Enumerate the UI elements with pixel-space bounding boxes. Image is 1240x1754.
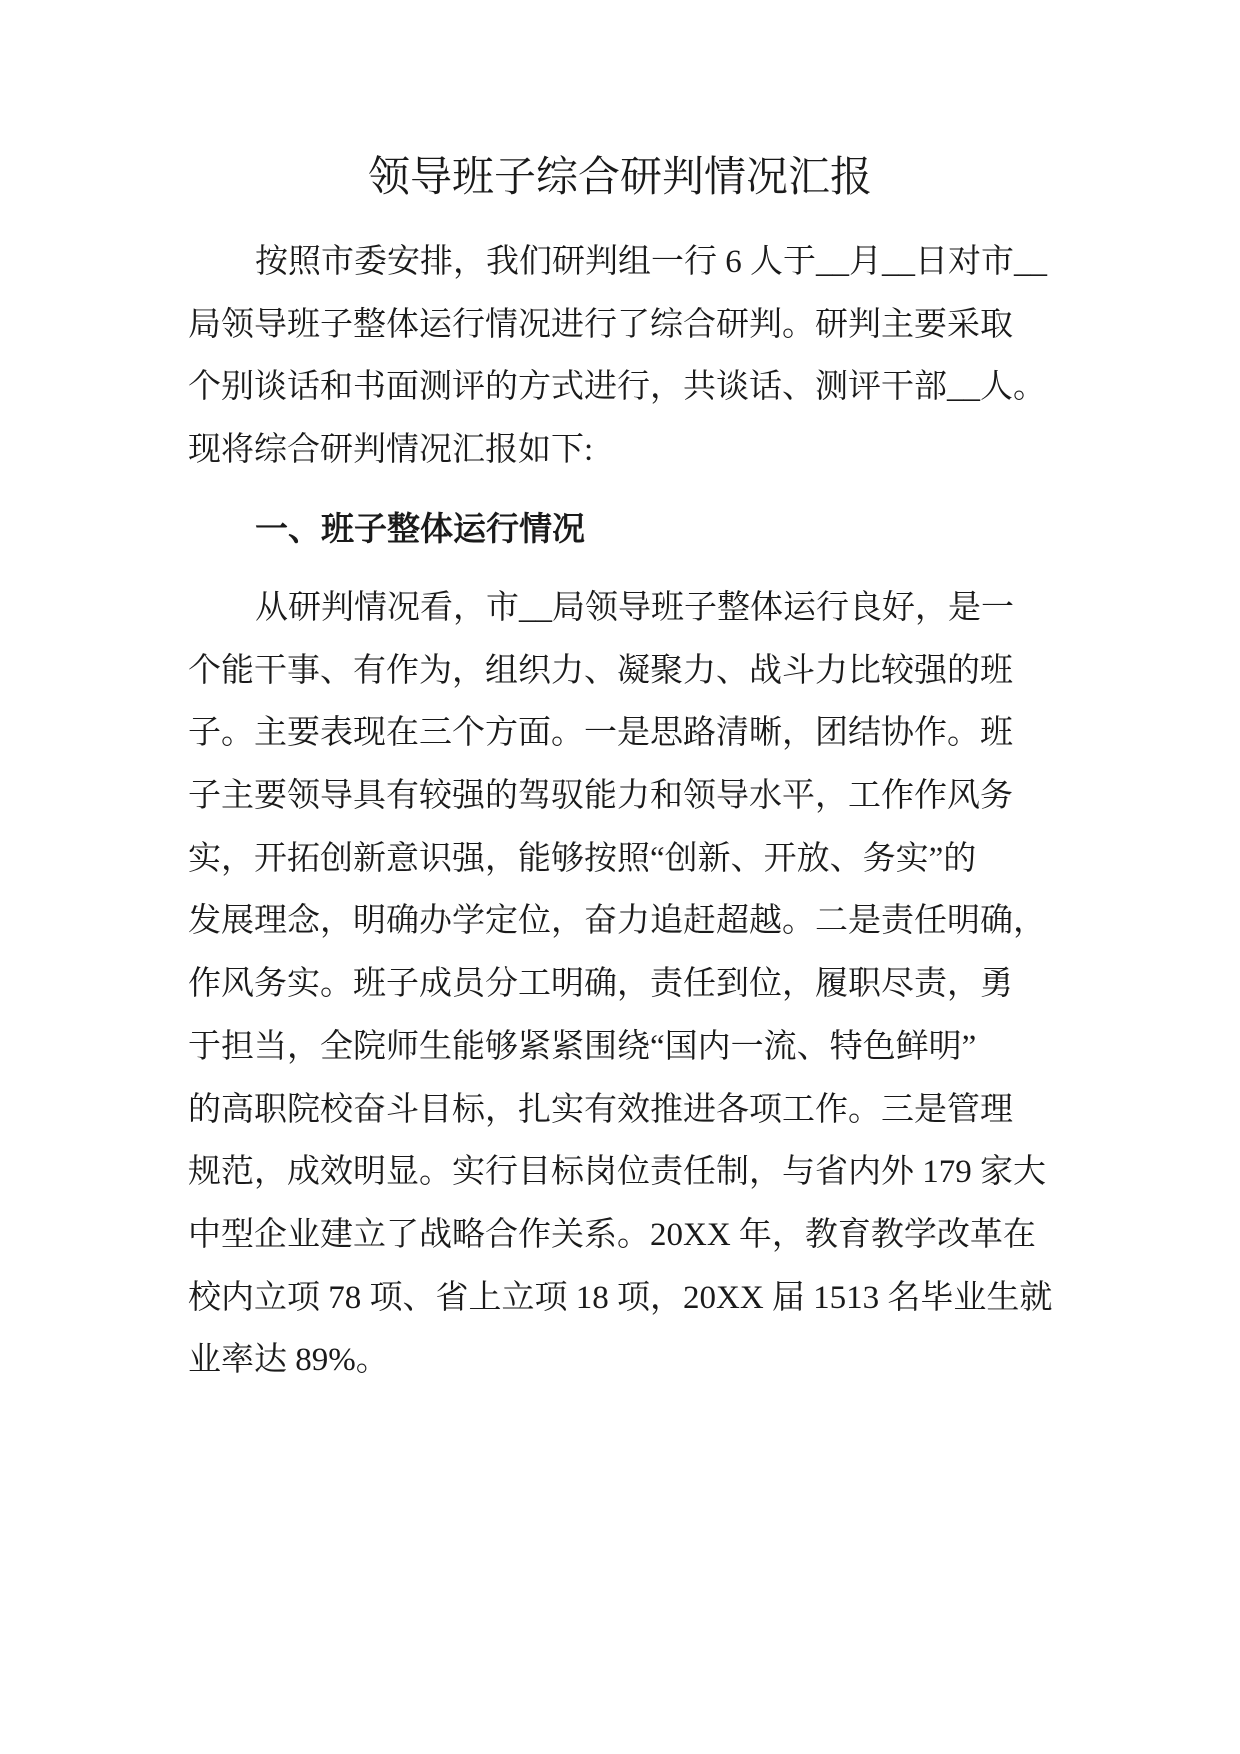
section-heading: 一、班子整体运行情况	[255, 512, 585, 548]
paragraph-line: 的高职院校奋斗目标，扎实有效推进各项工作。三是管理	[188, 1091, 1013, 1128]
paragraph-line: 发展理念，明确办学定位，奋力追赶超越。二是责任明确，	[188, 903, 1046, 940]
paragraph-line: 实，开拓创新意识强，能够按照“创新、开放、务实”的	[188, 840, 977, 877]
paragraph-overall-operation	[188, 577, 1088, 1392]
paragraph-line: 于担当，全院师生能够紧紧围绕“国内一流、特色鲜明”	[188, 1028, 977, 1065]
paragraph-line: 子。主要表现在三个方面。一是思路清晰，团结协作。班	[188, 715, 1013, 752]
paragraph-line: 个能干事、有作为，组织力、凝聚力、战斗力比较强的班	[188, 652, 1013, 689]
paragraph-line: 子主要领导具有较强的驾驭能力和领导水平，工作作风务	[188, 778, 1013, 815]
paragraph-line: 中型企业建立了战略合作关系。20XX 年，教育教学改革在	[188, 1216, 1036, 1253]
paragraph-line: 个别谈话和书面测评的方式进行，共谈话、测评干部__人。	[188, 369, 1046, 406]
document-title: 领导班子综合研判情况汇报	[367, 155, 872, 201]
paragraph-intro	[188, 231, 1088, 482]
paragraph-line: 从研判情况看，市__局领导班子整体运行良好，是一	[255, 590, 1014, 626]
paragraph-line: 作风务实。班子成员分工明确，责任到位，履职尽责，勇	[188, 966, 1013, 1003]
paragraph-line: 按照市委安排，我们研判组一行 6 人于__月__日对市__	[255, 244, 1047, 280]
paragraph-line: 现将综合研判情况汇报如下:	[188, 432, 594, 469]
paragraph-line: 局领导班子整体运行情况进行了综合研判。研判主要采取	[188, 306, 1013, 343]
paragraph-line: 业率达 89%。	[188, 1342, 389, 1379]
paragraph-line: 校内立项 78 项、省上立项 18 项，20XX 届 1513 名毕业生就	[188, 1279, 1053, 1316]
paragraph-line: 规范，成效明显。实行目标岗位责任制，与省内外 179 家大	[188, 1154, 1046, 1191]
